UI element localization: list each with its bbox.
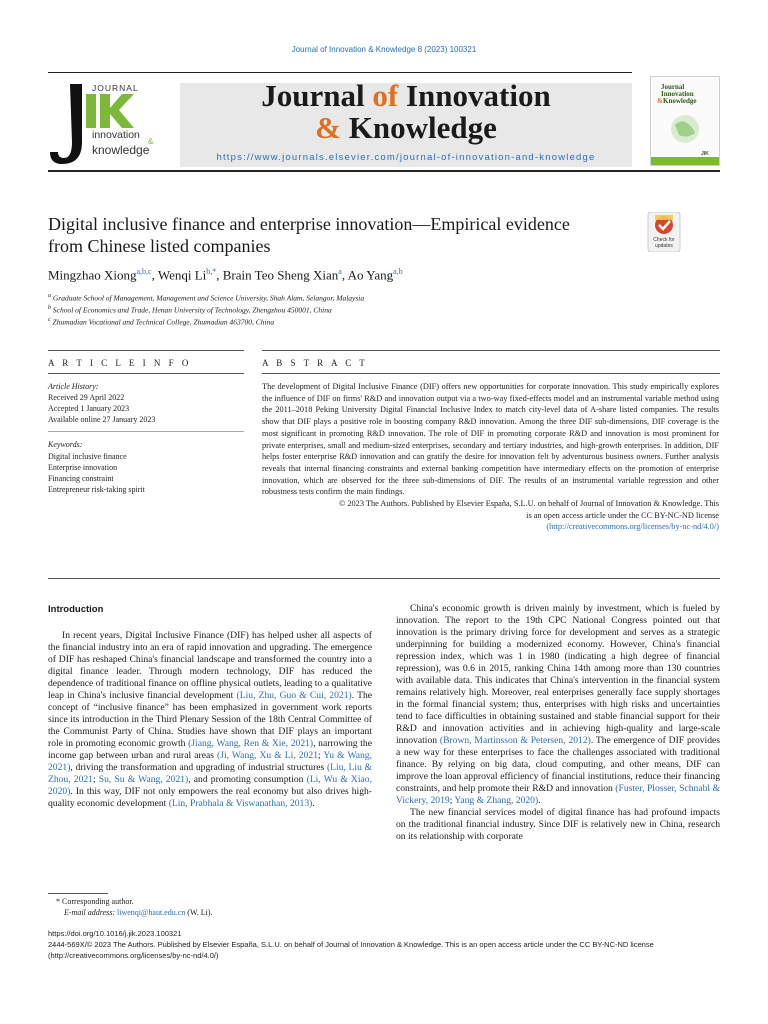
svg-text:knowledge: knowledge: [92, 143, 150, 157]
header-rule-top: [48, 72, 632, 73]
journal-url[interactable]: https://www.journals.elsevier.com/journal-of-innovation-and-knowledge: [216, 152, 596, 163]
author-name: Mingzhao Xiong: [48, 267, 137, 283]
svg-text:Knowledge: Knowledge: [663, 97, 697, 105]
author-name: Wenqi Li: [157, 267, 207, 283]
body-text: In recent years, Digital Inclusive Finance (DIF) has helped usher all aspects of the financial industry into an era of rapid innovation and upgrading. The emergence of DIF has reshaped China's financial landscape and transformed the country into a digital finance leader. Through modern technology, DIF has reduced the dependence of traditional finance on offline physical outlets, leading to a qualitative leap in China's inclusive financial development: [48, 630, 372, 701]
body-text: . The emergence of DIF provides a new way for these enterprises to face the challenges associated with traditional finance. By relying on big data, cloud computing, and other means, DIF can improve the loan approval efficiency of financial institutions, reduce their financing constraints, and help promote their R&D and innovation: [396, 735, 721, 794]
author-affiliation-mark[interactable]: a,b: [393, 267, 403, 276]
svg-text:Journal: Journal: [661, 83, 685, 91]
body-text: China's economic growth is driven mainly by investment, which is fueled by innovation. The report to the 19th CPC National Congress pointed out that innovation is the primary driving force for development and serves as a strategic underpinning for building a modernized economy. However, China's financial repression index, which was 1 in 1980 (indicating a high degree of financial repression), was 0.6 in 2015, ranking China 14th among more than 130 countries with available data. This indicates that China's intervention in the financial system remains relatively high. Moreover, real enterprises generally face supply shortages in the formal financial system; thus, enterprises with high risks and uncertainties tend to face difficulties in obtaining sustained and stable financial support for their R&D and innovation activities and in achieving high-quality and large-scale innovation: [396, 603, 720, 746]
article-info-rule-bottom: [48, 373, 244, 374]
abstract-rule-top: [262, 350, 720, 351]
author-name: Ao Yang: [347, 267, 394, 283]
doi-link[interactable]: https://doi.org/10.1016/j.jik.2023.100321: [48, 929, 182, 938]
citation-link[interactable]: (Liu, Liu & Zhou, 2021: [48, 762, 372, 785]
info-divider: [48, 431, 244, 432]
history-label: Article History:: [48, 382, 99, 391]
citation-link[interactable]: (Lin, Prabhala & Viswanathan, 2013): [168, 798, 313, 809]
body-text: .: [312, 798, 315, 809]
svg-text:JOURNAL: JOURNAL: [92, 83, 139, 93]
cover-image-icon: [651, 77, 719, 165]
abstract-body: The development of Digital Inclusive Finance (DIF) offers new opportunities for corporate innovation. This study empirically explores the influence of DIF on firms' R&D and innovation output via a two-way fixed-effects model and an instrumental variable method using the 2011–2018 Peking University Digital Financial Inclusive Index to match city-level data of A-share listed companies. The results show that DIF plays a positive role in boosting company R&D innovation. Among the three DIF sub-dimensions, DIF coverage is the most significant in promoting R&D innovation. The role of DIF in promoting corporate R&D and innovation is most prominent for private enterprises, small and medium-sized enterprises, secondary and tertiary industries, and high-growth enterprises. In addition, DIF helps foster enterprise R&D innovation and can gratify the desire for innovation felt by adventurous business owners. Further analysis reveals that internal financing constraints and external banking competition have intermediary effects on the promotion of enterprise innovation, which are observed for the three sub-dimensions of DIF. The results of an instrumental variable regression and other robustness tests confirm the main findings.: [262, 382, 719, 497]
abstract-copyright-1: © 2023 The Authors. Published by Elsevier España, S.L.U. on behalf of Journal of Innovation & Knowledge. This: [339, 499, 719, 509]
introduction-heading: Introduction: [48, 604, 104, 615]
author-affiliation-mark[interactable]: b,*: [206, 267, 217, 276]
body-text: , and promoting consumption: [188, 774, 307, 785]
journal-cover-thumbnail[interactable]: [650, 76, 720, 166]
article-info-rule-top: [48, 350, 244, 351]
intro-paragraph-1: [48, 630, 372, 810]
svg-text:&: &: [148, 137, 154, 146]
crossmark-icon: [644, 212, 684, 252]
intro-right-column: [396, 603, 720, 843]
citation-link[interactable]: Yang & Zhang, 2020): [454, 795, 539, 806]
keyword-item: Digital inclusive finance: [48, 452, 127, 461]
front-matter-rule: [48, 578, 720, 579]
citation-link[interactable]: (Fuster, Plosser, Schnabl & Vickery, 2019: [396, 783, 720, 806]
journal-title: Journal of Innovation & Knowledge: [261, 78, 551, 145]
affiliation-c: $^c$ Zhumadian Vocational and Technical College, Zhumadian 463700, China: [48, 317, 275, 327]
body-text: .: [538, 795, 541, 806]
footnote-rule: [48, 893, 108, 894]
article-title: Digital inclusive finance and enterprise innovation—Empirical evidence from Chinese listed companies: [48, 214, 570, 256]
author-email-link[interactable]: liwenqi@haut.edu.cn: [117, 908, 186, 917]
body-text: ;: [449, 795, 455, 806]
body-text: . In this way, DIF not only empowers the real economy but also drives high-quality economic development: [48, 786, 372, 809]
check-for-updates-badge[interactable]: [644, 212, 684, 252]
intro-left-column: [48, 630, 372, 810]
accepted-date: Accepted 1 January 2023: [48, 404, 130, 413]
svg-text:innovation: innovation: [92, 129, 140, 141]
svg-text:JIK: JIK: [701, 151, 709, 157]
online-date: Available online 27 January 2023: [48, 415, 156, 424]
license-statement: 2444-569X/© 2023 The Authors. Published by Elsevier España, S.L.U. on behalf of Journal of Innovation & Knowledge. This is an open access article under the CC BY-NC-ND license: [48, 940, 654, 949]
abstract-license-link[interactable]: (http://creativecommons.org/licenses/by-nc-nd/4.0/): [546, 522, 719, 532]
received-date: Received 29 April 2022: [48, 393, 125, 402]
svg-text:Innovation: Innovation: [661, 90, 694, 98]
body-text: , narrowing the income gap between urban and rural areas: [48, 738, 372, 761]
citation-link[interactable]: Yu & Wang, 2021): [48, 750, 372, 773]
svg-text:&: &: [657, 97, 663, 105]
abstract-heading: A B S T R A C T: [262, 358, 368, 368]
running-head[interactable]: Journal of Innovation & Knowledge 8 (2023) 100321: [291, 45, 477, 54]
intro-paragraph-2: [396, 603, 720, 807]
body-text: . The concept of “inclusive finance” has been emphasized in government work reports since its introduction in the Third Plenary Session of the 18th Central Committee of the Communist Party of China. Studies have shown that DIF plays an important role in promoting economic growth: [48, 690, 372, 749]
keywords-label: Keywords:: [48, 440, 83, 449]
affiliation-b: $^b$ School of Economics and Trade, Henan University of Technology, Zhengzhou 450001, China: [48, 305, 332, 315]
author-name: Brain Teo Sheng Xian: [222, 267, 339, 283]
keyword-item: Entrepreneur risk-taking spirit: [48, 485, 145, 494]
author-list: Mingzhao Xiong$^{a,b,c}$, Wenqi $Li^{b,*}$, Brain Teo Sheng Xian$^a$, Ao Yang$^{a,b}$: [48, 267, 403, 283]
email-note: E-mail address: liwenqi@haut.edu.cn (W. Li).: [64, 908, 213, 917]
author-affiliation-mark[interactable]: a: [338, 267, 342, 276]
keyword-item: Enterprise innovation: [48, 463, 118, 472]
header-rule-bottom: [48, 170, 720, 172]
intro-paragraph-3: The new financial services model of digital finance has had profound impacts on the traditional financial industry. Since DIF is relatively new in China, research on its relationship with corporate: [396, 807, 720, 842]
corresponding-author-note: * Corresponding author.: [56, 897, 134, 906]
citation-link[interactable]: (Brown, Martinsson & Petersen, 2012): [439, 735, 591, 746]
body-text: ;: [318, 750, 324, 761]
svg-text:Check for: Check for: [653, 237, 675, 243]
citation-link[interactable]: (Li, Wu & Xiao, 2020): [48, 774, 372, 797]
author-affiliation-mark[interactable]: a,b,c: [136, 267, 152, 276]
journal-logo: [48, 78, 168, 168]
svg-text:updates: updates: [655, 243, 673, 249]
citation-link[interactable]: Su, Su & Wang, 2021): [98, 774, 189, 785]
citation-link[interactable]: (Liu, Zhu, Guo & Cui, 2021): [236, 690, 352, 701]
keyword-item: Financing constraint: [48, 474, 114, 483]
abstract-rule-bottom: [262, 373, 720, 374]
citation-link[interactable]: (Ji, Wang, Xu & Li, 2021: [217, 750, 318, 761]
citation-link[interactable]: (Jiang, Wang, Ren & Xie, 2021): [188, 738, 314, 749]
jik-logo-icon: [48, 78, 168, 168]
license-link[interactable]: (http://creativecommons.org/licenses/by-nc-nd/4.0/): [48, 951, 219, 960]
body-text: , driving the transformation and upgrading of industrial structures: [70, 762, 327, 773]
abstract-text: [262, 381, 719, 533]
abstract-copyright-2: is an open access article under the CC BY-NC-ND license: [526, 510, 719, 520]
affiliation-a: $^a$ Graduate School of Management, Management and Science University, Shah Alam, Selangor, Malaysia: [48, 293, 365, 303]
body-text: ;: [92, 774, 99, 785]
article-info-heading: A R T I C L E I N F O: [48, 358, 192, 368]
